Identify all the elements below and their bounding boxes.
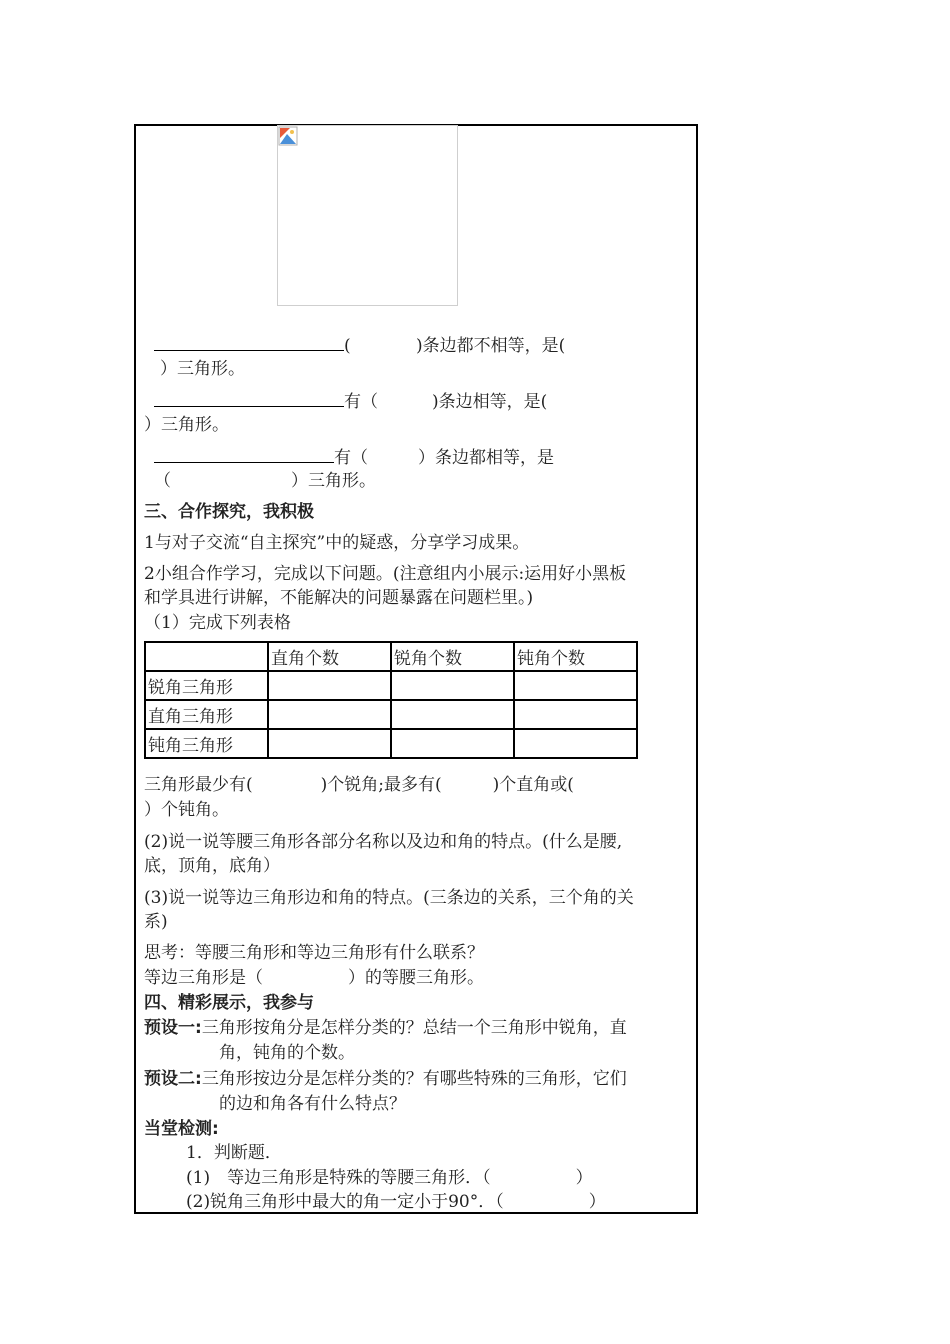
- row-label: 锐角三角形: [145, 671, 268, 700]
- section3-item1: 1与对子交流“自主探究”中的疑惑，分享学习成果。: [144, 533, 530, 553]
- q2-line1: (2)说一说等腰三角形各部分名称以及边和角的特点。(什么是腰,: [144, 832, 623, 852]
- classify-line-3: 有（ ）条边都相等，是: [154, 444, 554, 470]
- answer-cell[interactable]: [268, 671, 391, 700]
- row-label: 钝角三角形: [145, 729, 268, 758]
- check-q2: (2)锐角三角形中最大的角一定小于90°．（ ）: [186, 1192, 606, 1212]
- q2-line2: 底，顶角，底角）: [144, 856, 280, 876]
- preset2-line1: 预设二:三角形按边分是怎样分类的？有哪些特殊的三角形，它们: [144, 1069, 627, 1089]
- answer-cell[interactable]: [514, 700, 637, 729]
- table-row: [145, 700, 637, 729]
- table-row: [145, 671, 637, 700]
- missing-image-placeholder: [277, 125, 458, 306]
- table-header-cell: [145, 642, 268, 671]
- answer-cell[interactable]: [268, 700, 391, 729]
- section3-item2-line2: 和学具进行讲解，不能解决的问题暴露在问题栏里。): [144, 588, 534, 608]
- row-label: 直角三角形: [145, 700, 268, 729]
- answer-cell[interactable]: [514, 729, 637, 758]
- table-header-cell: 直角个数: [268, 642, 391, 671]
- blank-answer[interactable]: [154, 388, 344, 407]
- section-title-show: 四、精彩展示，我参与: [144, 993, 314, 1013]
- check-title: 当堂检测:: [144, 1119, 219, 1139]
- answer-cell[interactable]: [391, 671, 514, 700]
- answer-cell[interactable]: [514, 671, 637, 700]
- angle-count-table: [144, 641, 638, 759]
- check-q1: (1) 等边三角形是特殊的等腰三角形．（ ）: [186, 1168, 593, 1188]
- classify-line-1-cont: ）三角形。: [160, 359, 245, 379]
- classify-line-1: ( )条边都不相等，是(: [154, 332, 565, 358]
- answer-cell[interactable]: [391, 729, 514, 758]
- after-table-line2: ）个钝角。: [144, 800, 229, 820]
- think-line: 思考：等腰三角形和等边三角形有什么联系？: [144, 943, 484, 963]
- preset1-line2: 角，钝角的个数。: [219, 1043, 355, 1063]
- answer-cell[interactable]: [268, 729, 391, 758]
- preset1-line1: 预设一:三角形按角分是怎样分类的？总结一个三角形中锐角，直: [144, 1018, 627, 1038]
- broken-image-icon: [278, 126, 298, 146]
- table-header-cell: 钝角个数: [514, 642, 637, 671]
- check-item1: 1．判断题．: [186, 1143, 282, 1163]
- table-header-row: [145, 642, 637, 671]
- blank-answer[interactable]: [154, 332, 344, 351]
- table-header-cell: 锐角个数: [391, 642, 514, 671]
- after-table-line1: 三角形最少有( )个锐角;最多有( )个直角或(: [144, 775, 574, 795]
- table-row: [145, 729, 637, 758]
- q3-line2: 系): [144, 912, 168, 932]
- blank-answer[interactable]: [154, 444, 334, 463]
- answer-cell[interactable]: [391, 700, 514, 729]
- think-line2: 等边三角形是（ ）的等腰三角形。: [144, 968, 484, 988]
- q3-line1: (3)说一说等边三角形边和角的特点。(三条边的关系，三个角的关: [144, 888, 634, 908]
- section3-item2-line1: 2小组合作学习，完成以下问题。(注意组内小展示:运用好小黑板: [144, 564, 627, 584]
- preset2-line2: 的边和角各有什么特点？: [219, 1094, 406, 1114]
- classify-line-2-cont: ）三角形。: [144, 415, 229, 435]
- section3-q1: （1）完成下列表格: [144, 613, 291, 633]
- section-title-cooperate: 三、合作探究，我积极: [144, 502, 314, 522]
- classify-line-2: 有（ )条边相等，是(: [154, 388, 547, 414]
- classify-line-3-cont: （ ）三角形。: [154, 471, 376, 491]
